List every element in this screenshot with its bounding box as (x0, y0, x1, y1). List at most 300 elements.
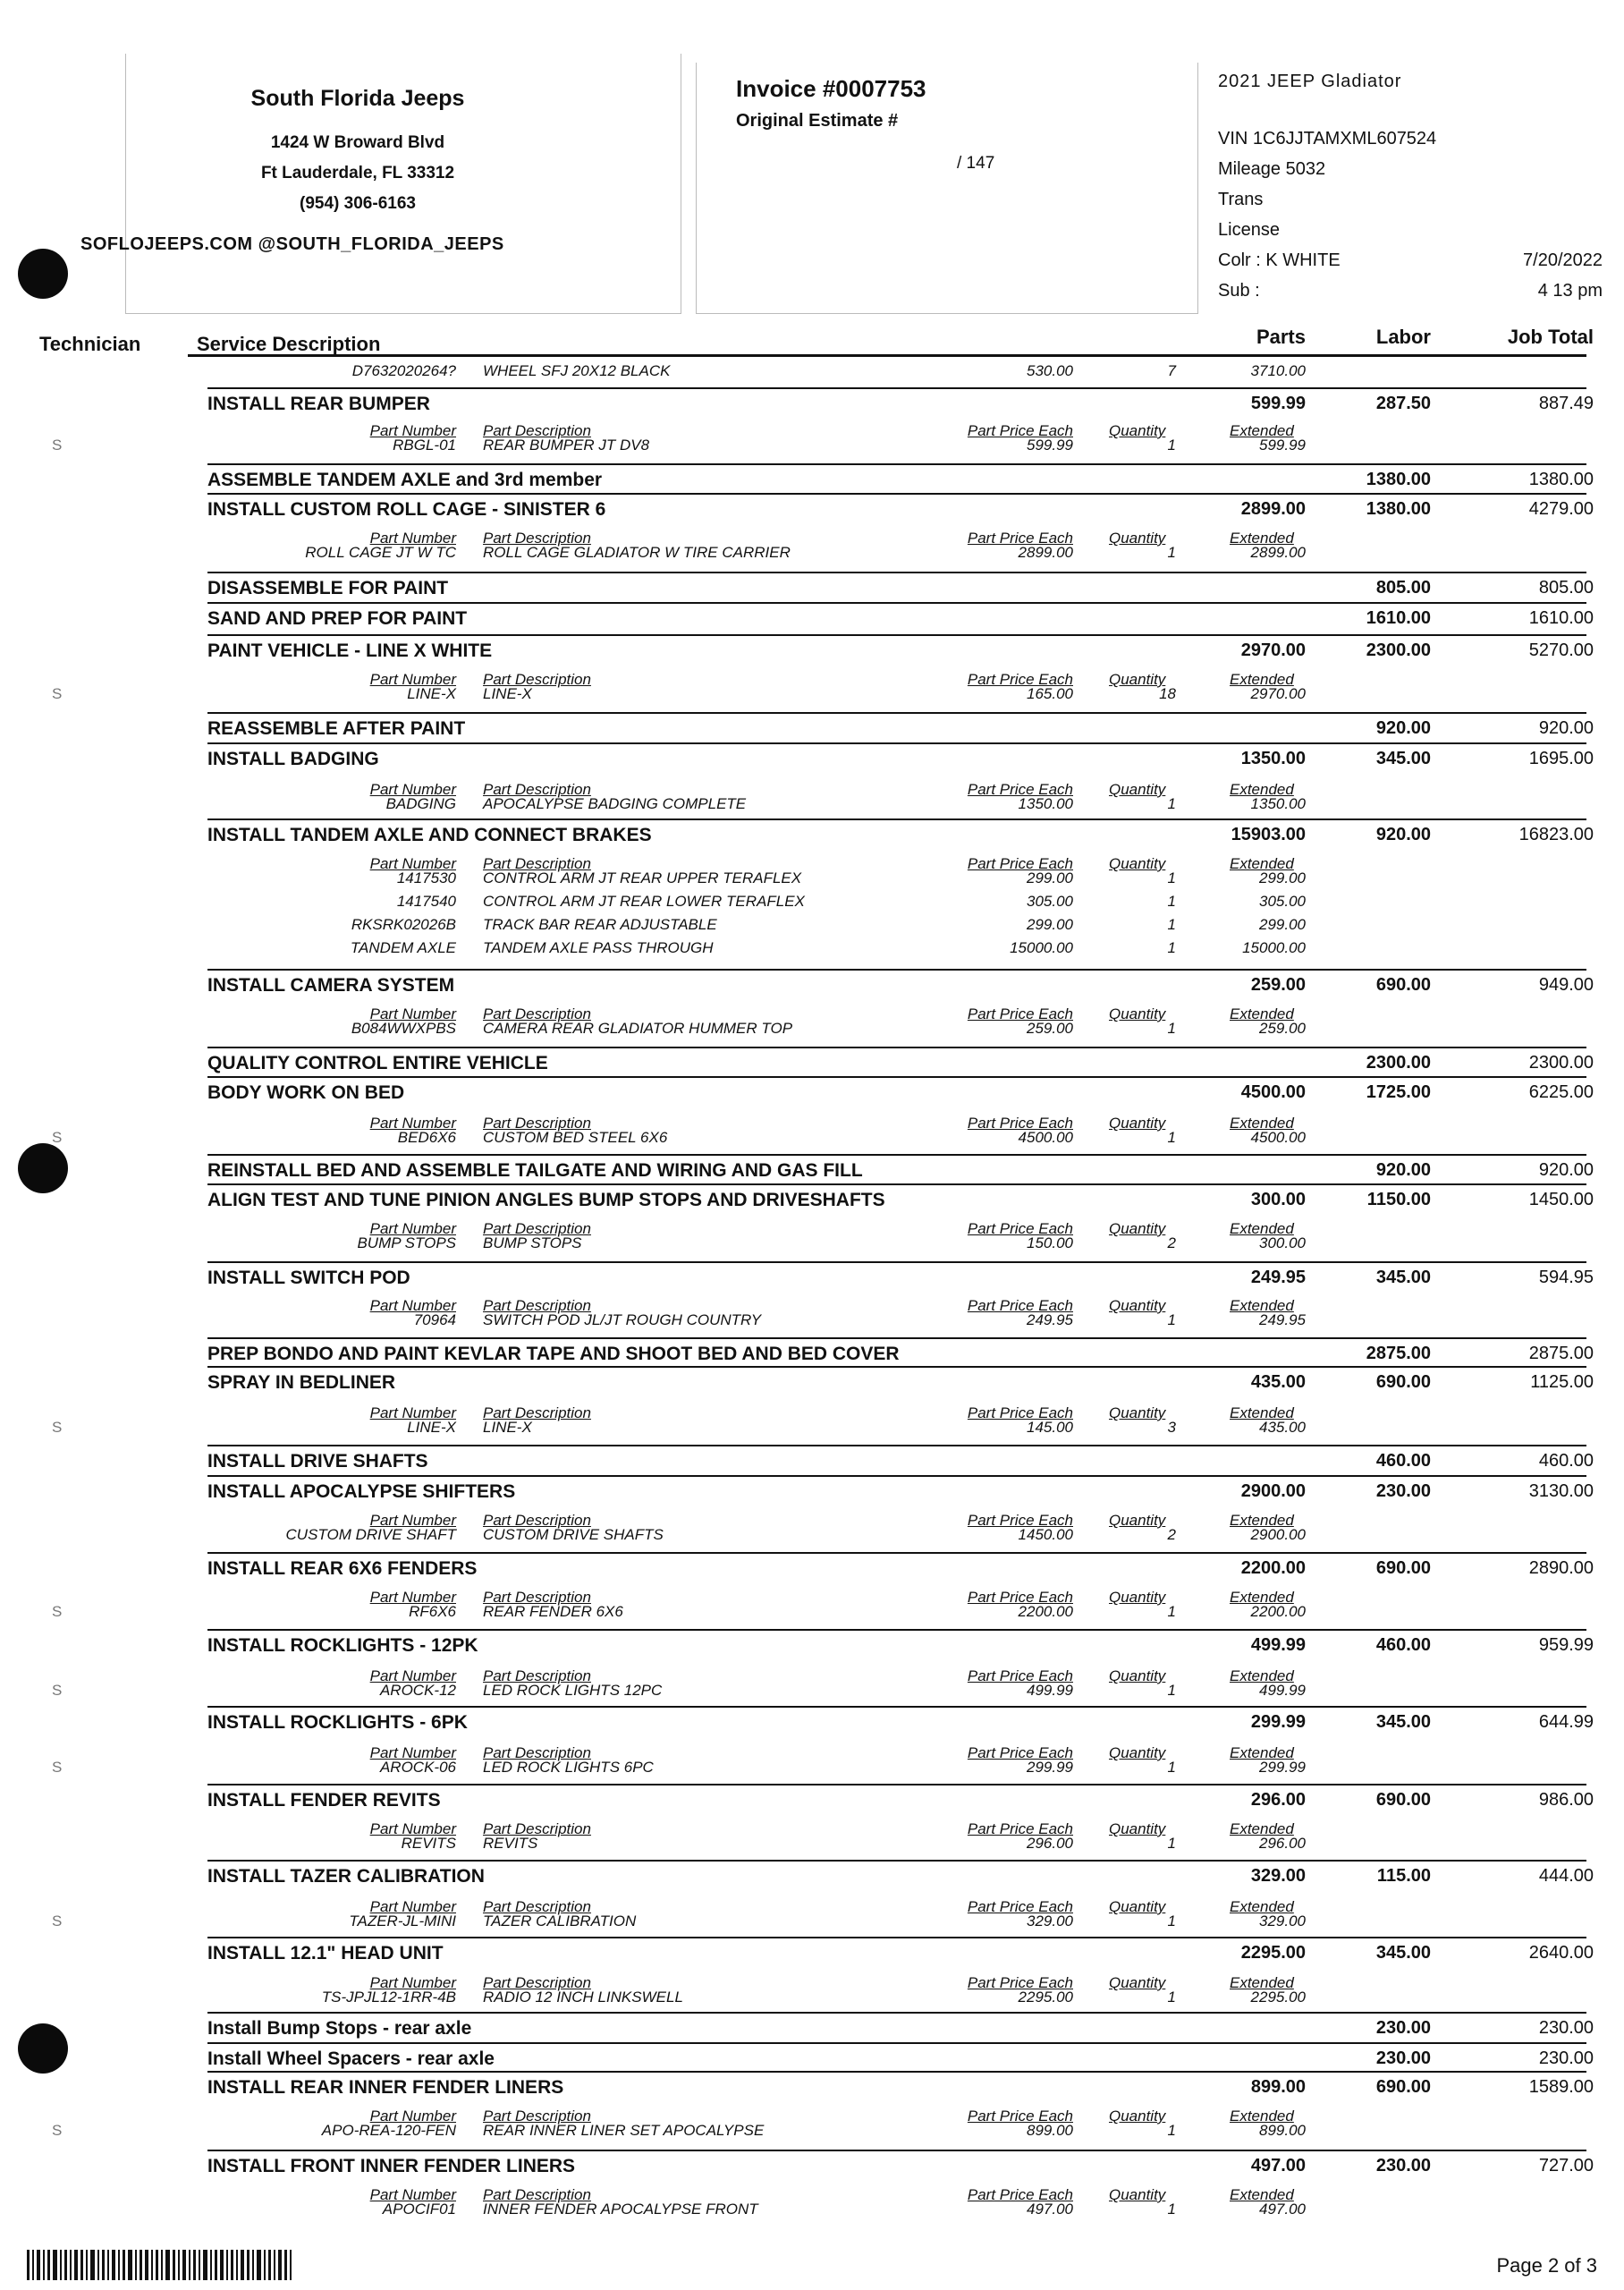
punch-hole (18, 1143, 68, 1193)
job-parts: 1350.00 (1240, 749, 1306, 768)
job-title: PREP BONDO AND PAINT KEVLAR TAPE AND SHOOT BED AND BED COVER (207, 1344, 900, 1364)
col-part-description: Part Description (483, 530, 591, 547)
job-rule (207, 2042, 1586, 2044)
item-description: INNER FENDER APOCALYPSE FRONT (483, 2201, 758, 2218)
job-rule (207, 2071, 1586, 2073)
col-extended: Extended (1230, 1404, 1294, 1421)
col-quantity: Quantity (1109, 2186, 1166, 2203)
item-price: 497.00 (1027, 2201, 1073, 2218)
job-labor: 690.00 (1375, 975, 1431, 995)
job-title: INSTALL DRIVE SHAFTS (207, 1451, 428, 1472)
item-part-number: APO-REA-120-FEN (321, 2122, 456, 2139)
job-labor: 287.50 (1375, 394, 1431, 413)
job-title: INSTALL FRONT INNER FENDER LINERS (207, 2156, 576, 2176)
job-labor: 1725.00 (1366, 1082, 1431, 1102)
col-part-number: Part Number (369, 2108, 456, 2125)
job-rule (207, 818, 1586, 820)
item-quantity: 1 (1167, 869, 1176, 886)
job-labor: 345.00 (1375, 749, 1431, 768)
job-title: ASSEMBLE TANDEM AXLE and 3rd member (207, 470, 603, 490)
col-price-each: Part Price Each (967, 1589, 1073, 1606)
col-quantity: Quantity (1109, 1589, 1166, 1606)
item-part-number: RBGL-01 (393, 437, 456, 454)
job-rule (207, 1261, 1586, 1263)
job-labor: 920.00 (1375, 718, 1431, 738)
col-extended: Extended (1230, 1667, 1294, 1684)
item-extended: 499.99 (1259, 1682, 1306, 1699)
carry-part: D7632020264? (351, 362, 456, 379)
technician-code: S (52, 1913, 63, 1930)
job-total: 5270.00 (1528, 640, 1594, 660)
job-total: 727.00 (1538, 2156, 1594, 2176)
job-labor: 2300.00 (1366, 640, 1431, 660)
job-total: 920.00 (1538, 1160, 1594, 1180)
job-rule (207, 1784, 1586, 1785)
col-price-each: Part Price Each (967, 1297, 1073, 1314)
item-price: 1350.00 (1018, 795, 1073, 812)
col-extended: Extended (1230, 1974, 1294, 1991)
item-part-number: RF6X6 (409, 1603, 456, 1620)
item-description: REVITS (483, 1835, 538, 1852)
job-rule (207, 2150, 1586, 2151)
item-part-number: RKSRK02026B (351, 916, 456, 933)
job-title: Install Wheel Spacers - rear axle (207, 2048, 495, 2069)
technician-code: S (52, 437, 63, 454)
job-labor: 230.00 (1375, 1481, 1431, 1501)
col-quantity: Quantity (1109, 422, 1166, 439)
col-price-each: Part Price Each (967, 1744, 1073, 1761)
job-total: 2890.00 (1528, 1558, 1594, 1578)
item-description: CONTROL ARM JT REAR UPPER TERAFLEX (483, 869, 802, 886)
item-description: TANDEM AXLE PASS THROUGH (483, 939, 714, 956)
job-total: 6225.00 (1528, 1082, 1594, 1102)
item-description: ROLL CAGE GLADIATOR W TIRE CARRIER (483, 544, 791, 561)
item-description: LED ROCK LIGHTS 12PC (483, 1682, 663, 1699)
job-parts: 435.00 (1250, 1372, 1306, 1392)
job-parts: 2970.00 (1240, 640, 1306, 660)
job-parts: 899.00 (1250, 2077, 1306, 2097)
item-part-number: B084WWXPBS (351, 1020, 456, 1037)
job-title: INSTALL REAR 6X6 FENDERS (207, 1558, 478, 1579)
job-rule (207, 1337, 1586, 1339)
carry-price: 530.00 (1027, 362, 1073, 379)
job-rule (207, 634, 1586, 636)
job-title: INSTALL REAR BUMPER (207, 394, 430, 414)
item-extended: 296.00 (1259, 1835, 1306, 1852)
job-parts: 2899.00 (1240, 499, 1306, 519)
item-price: 296.00 (1027, 1835, 1073, 1852)
col-part-number: Part Number (369, 1115, 456, 1132)
col-part-description: Part Description (483, 1297, 591, 1314)
job-total: 1589.00 (1528, 2077, 1594, 2097)
item-extended: 2900.00 (1250, 1526, 1306, 1543)
item-part-number: TAZER-JL-MINI (349, 1913, 456, 1930)
job-parts: 2900.00 (1240, 1481, 1306, 1501)
job-parts: 296.00 (1250, 1790, 1306, 1810)
job-total: 1695.00 (1528, 749, 1594, 768)
item-extended: 599.99 (1259, 437, 1306, 454)
item-part-number: ROLL CAGE JT W TC (305, 544, 456, 561)
job-rule (207, 1076, 1586, 1078)
item-price: 329.00 (1027, 1913, 1073, 1930)
job-labor: 805.00 (1375, 578, 1431, 598)
col-extended: Extended (1230, 1820, 1294, 1837)
item-quantity: 3 (1167, 1419, 1176, 1436)
item-quantity: 1 (1167, 1603, 1176, 1620)
col-part-number: Part Number (369, 1404, 456, 1421)
item-extended: 2899.00 (1250, 544, 1306, 561)
job-labor: 1610.00 (1366, 608, 1431, 628)
technician-code: S (52, 1759, 63, 1776)
job-parts: 4500.00 (1240, 1082, 1306, 1102)
col-part-description: Part Description (483, 1589, 591, 1606)
job-total: 2300.00 (1528, 1053, 1594, 1073)
job-parts: 499.99 (1250, 1635, 1306, 1655)
col-part-description: Part Description (483, 1744, 591, 1761)
col-part-number: Part Number (369, 1667, 456, 1684)
col-quantity: Quantity (1109, 530, 1166, 547)
item-extended: 2295.00 (1250, 1989, 1306, 2006)
col-part-description: Part Description (483, 1220, 591, 1237)
job-labor: 920.00 (1375, 825, 1431, 844)
item-quantity: 1 (1167, 1989, 1176, 2006)
job-title: INSTALL CUSTOM ROLL CAGE - SINISTER 6 (207, 499, 606, 520)
item-description: REAR INNER LINER SET APOCALYPSE (483, 2122, 765, 2139)
col-part-number: Part Number (369, 1005, 456, 1022)
item-part-number: REVITS (401, 1835, 456, 1852)
col-quantity: Quantity (1109, 1005, 1166, 1022)
item-price: 499.99 (1027, 1682, 1073, 1699)
col-part-description: Part Description (483, 422, 591, 439)
company-web: SOFLOJEEPS.COM @SOUTH_FLORIDA_JEEPS (80, 234, 504, 254)
item-price: 1450.00 (1018, 1526, 1073, 1543)
item-quantity: 18 (1159, 685, 1176, 702)
original-estimate: Original Estimate # (736, 111, 899, 131)
vehicle-license: License (1218, 220, 1280, 240)
punch-hole (18, 249, 68, 299)
col-extended: Extended (1230, 1297, 1294, 1314)
job-rule (207, 387, 1586, 389)
job-labor: 2875.00 (1366, 1344, 1431, 1363)
col-part-description: Part Description (483, 1667, 591, 1684)
item-extended: 299.00 (1259, 869, 1306, 886)
job-title: INSTALL BADGING (207, 749, 379, 769)
job-total: 805.00 (1538, 578, 1594, 598)
item-extended: 259.00 (1259, 1020, 1306, 1037)
job-rule (207, 1445, 1586, 1446)
item-price: 4500.00 (1018, 1129, 1073, 1146)
col-extended: Extended (1230, 1589, 1294, 1606)
item-extended: 299.00 (1259, 916, 1306, 933)
item-extended: 4500.00 (1250, 1129, 1306, 1146)
job-title: BODY WORK ON BED (207, 1082, 405, 1103)
item-part-number: 1417540 (396, 893, 456, 910)
col-quantity: Quantity (1109, 1667, 1166, 1684)
job-parts: 259.00 (1250, 975, 1306, 995)
job-rule (207, 1629, 1586, 1631)
col-price-each: Part Price Each (967, 2108, 1073, 2125)
job-rule (207, 1860, 1586, 1862)
item-extended: 899.00 (1259, 2122, 1306, 2139)
job-total: 1610.00 (1528, 608, 1594, 628)
col-total: Job Total (1507, 326, 1594, 348)
job-title: ALIGN TEST AND TUNE PINION ANGLES BUMP STOPS AND DRIVESHAFTS (207, 1190, 885, 1210)
vehicle-mileage: Mileage 5032 (1218, 159, 1326, 179)
carry-desc: WHEEL SFJ 20X12 BLACK (483, 362, 671, 379)
col-part-number: Part Number (369, 1589, 456, 1606)
vehicle-title: 2021 JEEP Gladiator (1218, 72, 1402, 91)
job-labor: 1150.00 (1366, 1190, 1431, 1209)
col-part-description: Part Description (483, 1005, 591, 1022)
job-parts: 497.00 (1250, 2156, 1306, 2176)
job-total: 460.00 (1538, 1451, 1594, 1471)
item-price: 2899.00 (1018, 544, 1073, 561)
job-total: 1450.00 (1528, 1190, 1594, 1209)
job-labor: 690.00 (1375, 1372, 1431, 1392)
job-title: QUALITY CONTROL ENTIRE VEHICLE (207, 1053, 548, 1073)
company-block (134, 86, 581, 219)
job-title: INSTALL REAR INNER FENDER LINERS (207, 2077, 564, 2098)
item-quantity: 1 (1167, 893, 1176, 910)
technician-code: S (52, 685, 63, 702)
barcode (27, 2250, 358, 2280)
job-total: 594.95 (1538, 1268, 1594, 1287)
col-quantity: Quantity (1109, 671, 1166, 688)
job-labor: 115.00 (1376, 1866, 1431, 1886)
item-extended: 329.00 (1259, 1913, 1306, 1930)
job-parts: 300.00 (1250, 1190, 1306, 1209)
invoice-ref: / 147 (957, 154, 995, 173)
item-price: 15000.00 (1010, 939, 1073, 956)
col-technician: Technician (39, 333, 141, 355)
punch-hole (18, 2023, 68, 2074)
col-part-number: Part Number (369, 1744, 456, 1761)
technician-code: S (52, 1129, 63, 1146)
job-labor: 1380.00 (1366, 470, 1431, 489)
col-price-each: Part Price Each (967, 1667, 1073, 1684)
col-price-each: Part Price Each (967, 1820, 1073, 1837)
col-part-description: Part Description (483, 2108, 591, 2125)
job-rule (207, 463, 1586, 465)
item-description: SWITCH POD JL/JT ROUGH COUNTRY (483, 1311, 762, 1328)
job-title: INSTALL SWITCH POD (207, 1268, 410, 1288)
item-description: LINE-X (483, 685, 532, 702)
item-part-number: APOCIF01 (382, 2201, 456, 2218)
job-rule (207, 2012, 1586, 2014)
item-extended: 435.00 (1259, 1419, 1306, 1436)
job-total: 2875.00 (1528, 1344, 1594, 1363)
col-price-each: Part Price Each (967, 530, 1073, 547)
col-price-each: Part Price Each (967, 671, 1073, 688)
item-extended: 249.95 (1259, 1311, 1306, 1328)
job-total: 644.99 (1538, 1712, 1594, 1732)
vehicle-color: Colr : K WHITE (1218, 250, 1341, 270)
col-price-each: Part Price Each (967, 1898, 1073, 1915)
item-description: LED ROCK LIGHTS 6PC (483, 1759, 654, 1776)
item-price: 299.00 (1027, 869, 1073, 886)
col-quantity: Quantity (1109, 1820, 1166, 1837)
col-extended: Extended (1230, 1115, 1294, 1132)
item-description: APOCALYPSE BADGING COMPLETE (483, 795, 747, 812)
col-part-number: Part Number (369, 1297, 456, 1314)
col-quantity: Quantity (1109, 1404, 1166, 1421)
item-price: 599.99 (1027, 437, 1073, 454)
job-total: 4279.00 (1528, 499, 1594, 519)
item-part-number: CUSTOM DRIVE SHAFT (285, 1526, 456, 1543)
job-total: 2640.00 (1528, 1943, 1594, 1963)
job-labor: 345.00 (1375, 1268, 1431, 1287)
item-part-number: BUMP STOPS (357, 1234, 456, 1251)
item-part-number: BED6X6 (397, 1129, 456, 1146)
item-quantity: 1 (1167, 1682, 1176, 1699)
job-labor: 230.00 (1375, 2048, 1431, 2068)
job-parts: 2295.00 (1240, 1943, 1306, 1963)
item-price: 299.99 (1027, 1759, 1073, 1776)
job-title: SPRAY IN BEDLINER (207, 1372, 396, 1393)
job-total: 986.00 (1538, 1790, 1594, 1810)
job-labor: 690.00 (1375, 1790, 1431, 1810)
col-extended: Extended (1230, 1005, 1294, 1022)
job-title: INSTALL APOCALYPSE SHIFTERS (207, 1481, 516, 1502)
item-quantity: 1 (1167, 916, 1176, 933)
job-parts: 15903.00 (1231, 825, 1306, 844)
col-part-description: Part Description (483, 1898, 591, 1915)
item-price: 305.00 (1027, 893, 1073, 910)
col-extended: Extended (1230, 1744, 1294, 1761)
job-rule (207, 1047, 1586, 1048)
company-address2: Ft Lauderdale, FL 33312 (260, 164, 455, 182)
job-labor: 1380.00 (1366, 499, 1431, 519)
item-quantity: 1 (1167, 1835, 1176, 1852)
item-part-number: LINE-X (407, 1419, 456, 1436)
col-extended: Extended (1230, 2108, 1294, 2125)
col-part-number: Part Number (369, 1820, 456, 1837)
job-title: DISASSEMBLE FOR PAINT (207, 578, 449, 598)
item-quantity: 1 (1167, 939, 1176, 956)
item-quantity: 1 (1167, 1759, 1176, 1776)
item-extended: 300.00 (1259, 1234, 1306, 1251)
item-price: 299.00 (1027, 916, 1073, 933)
item-part-number: LINE-X (407, 685, 456, 702)
item-quantity: 1 (1167, 1311, 1176, 1328)
job-title: INSTALL TANDEM AXLE AND CONNECT BRAKES (207, 825, 652, 845)
col-part-description: Part Description (483, 855, 591, 872)
page-number: Page 2 of 3 (1496, 2254, 1597, 2277)
job-rule (207, 742, 1586, 744)
job-rule (207, 1154, 1586, 1156)
technician-code: S (52, 1603, 63, 1620)
job-title: Install Bump Stops - rear axle (207, 2018, 472, 2039)
technician-code: S (52, 1419, 63, 1436)
item-description: TRACK BAR REAR ADJUSTABLE (483, 916, 717, 933)
col-extended: Extended (1230, 422, 1294, 439)
job-labor: 345.00 (1375, 1943, 1431, 1963)
item-part-number: 1417530 (396, 869, 456, 886)
job-parts: 329.00 (1250, 1866, 1306, 1886)
job-rule (207, 493, 1586, 495)
item-part-number: TANDEM AXLE (350, 939, 456, 956)
company-address1: 1424 W Broward Blvd (270, 133, 445, 152)
col-extended: Extended (1230, 781, 1294, 798)
col-part-description: Part Description (483, 781, 591, 798)
item-price: 2200.00 (1018, 1603, 1073, 1620)
item-description: CAMERA REAR GLADIATOR HUMMER TOP (483, 1020, 793, 1037)
job-parts: 599.99 (1250, 394, 1306, 413)
item-price: 899.00 (1027, 2122, 1073, 2139)
col-part-number: Part Number (369, 422, 456, 439)
item-extended: 2970.00 (1250, 685, 1306, 702)
job-title: SAND AND PREP FOR PAINT (207, 608, 468, 629)
job-rule (207, 1475, 1586, 1477)
col-part-number: Part Number (369, 2186, 456, 2203)
job-total: 949.00 (1538, 975, 1594, 995)
invoice-title: Invoice #0007753 (736, 75, 926, 102)
vehicle-trans: Trans (1218, 190, 1264, 209)
col-price-each: Part Price Each (967, 1404, 1073, 1421)
job-total: 230.00 (1538, 2018, 1594, 2038)
col-price-each: Part Price Each (967, 2186, 1073, 2203)
item-quantity: 1 (1167, 1020, 1176, 1037)
header-rule (188, 354, 1586, 357)
col-part-description: Part Description (483, 2186, 591, 2203)
job-rule (207, 602, 1586, 604)
col-part-number: Part Number (369, 781, 456, 798)
job-rule (207, 1183, 1586, 1185)
item-quantity: 1 (1167, 437, 1176, 454)
col-part-number: Part Number (369, 1898, 456, 1915)
col-quantity: Quantity (1109, 1297, 1166, 1314)
col-price-each: Part Price Each (967, 422, 1073, 439)
col-extended: Extended (1230, 671, 1294, 688)
job-labor: 920.00 (1375, 1160, 1431, 1180)
item-description: CONTROL ARM JT REAR LOWER TERAFLEX (483, 893, 805, 910)
col-part-description: Part Description (483, 1512, 591, 1529)
item-part-number: TS-JPJL12-1RR-4B (321, 1989, 456, 2006)
job-total: 887.49 (1538, 394, 1594, 413)
job-total: 1125.00 (1530, 1372, 1594, 1392)
job-title: INSTALL TAZER CALIBRATION (207, 1866, 485, 1887)
col-part-number: Part Number (369, 1220, 456, 1237)
vehicle-vin: VIN 1C6JJTAMXML607524 (1218, 129, 1437, 148)
col-labor: Labor (1375, 326, 1431, 348)
job-labor: 230.00 (1375, 2156, 1431, 2176)
item-price: 259.00 (1027, 1020, 1073, 1037)
job-total: 920.00 (1538, 718, 1594, 738)
item-part-number: AROCK-12 (379, 1682, 456, 1699)
item-description: CUSTOM DRIVE SHAFTS (483, 1526, 664, 1543)
col-price-each: Part Price Each (967, 855, 1073, 872)
col-quantity: Quantity (1109, 855, 1166, 872)
item-description: TAZER CALIBRATION (483, 1913, 637, 1930)
col-parts: Parts (1256, 326, 1306, 348)
item-quantity: 1 (1167, 2201, 1176, 2218)
item-quantity: 2 (1167, 1234, 1176, 1251)
job-title: INSTALL ROCKLIGHTS - 6PK (207, 1712, 468, 1733)
job-labor: 460.00 (1375, 1451, 1431, 1471)
item-quantity: 1 (1167, 1129, 1176, 1146)
job-title: REINSTALL BED AND ASSEMBLE TAILGATE AND WIRING AND GAS FILL (207, 1160, 863, 1181)
job-title: INSTALL FENDER REVITS (207, 1790, 441, 1811)
technician-code: S (52, 1682, 63, 1699)
item-part-number: BADGING (385, 795, 456, 812)
job-total: 1380.00 (1528, 470, 1594, 489)
vehicle-sub: Sub : (1218, 281, 1260, 301)
item-price: 150.00 (1027, 1234, 1073, 1251)
job-title: INSTALL ROCKLIGHTS - 12PK (207, 1635, 478, 1656)
item-quantity: 1 (1167, 2122, 1176, 2139)
job-rule (207, 1552, 1586, 1554)
item-description: RADIO 12 INCH LINKSWELL (483, 1989, 683, 2006)
